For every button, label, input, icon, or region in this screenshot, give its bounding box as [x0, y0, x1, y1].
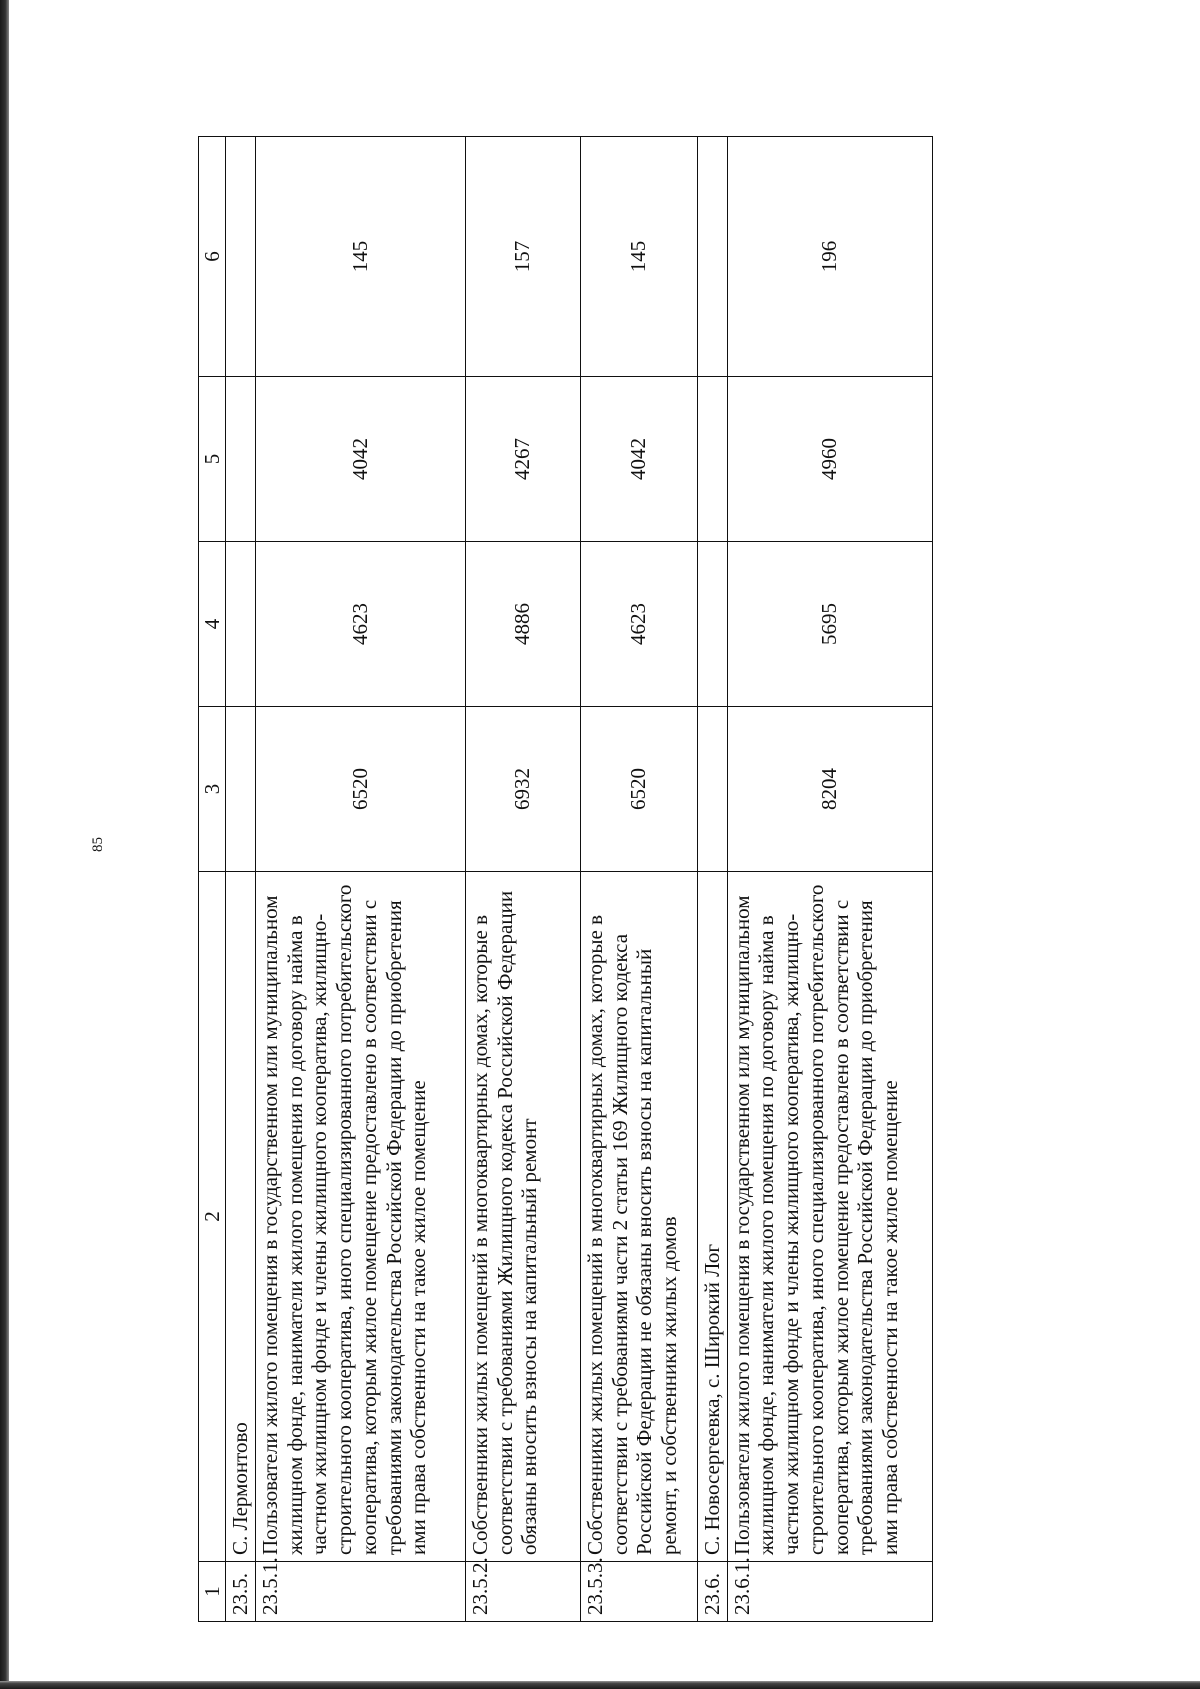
value-col3: [226, 707, 256, 872]
value-col4: 5695: [727, 542, 932, 707]
value-col3: 8204: [727, 707, 932, 872]
value-col6: 157: [465, 137, 580, 377]
value-col5: 4042: [255, 377, 465, 542]
page-number: 85: [90, 837, 106, 852]
row-code: 23.5.2.: [465, 1562, 580, 1622]
table-header-row: [199, 137, 226, 1622]
value-col6: [697, 137, 727, 377]
value-col5: [226, 377, 256, 542]
tariff-table: [198, 136, 933, 1622]
rotated-table-container: [198, 137, 1160, 1622]
column-header: 6: [199, 137, 226, 377]
row-code: 23.5.3.: [580, 1562, 697, 1622]
value-col6: 196: [727, 137, 932, 377]
value-col4: 4623: [580, 542, 697, 707]
table-row: [255, 137, 465, 1622]
table-section-row: [697, 137, 727, 1622]
value-col4: 4623: [255, 542, 465, 707]
row-description: С. Новосергеевка, с. Широкий Лог: [697, 872, 727, 1562]
value-col3: [697, 707, 727, 872]
row-code: 23.5.1.: [255, 1562, 465, 1622]
value-col6: [226, 137, 256, 377]
row-description: С. Лермонтово: [226, 872, 256, 1562]
row-code: 23.5.: [226, 1562, 256, 1622]
value-col3: 6520: [580, 707, 697, 872]
row-code: 23.6.1.: [727, 1562, 932, 1622]
value-col4: 4886: [465, 542, 580, 707]
column-header: 4: [199, 542, 226, 707]
value-col5: 4042: [580, 377, 697, 542]
row-description: Пользователи жилого помещения в государственном или муниципальном жилищном фонде, наниматели жилого помещения по договору найма в частном жилищном фонде и члены жилищного кооператива, жилищно-строительного кооператива, иного специализированного потребительского кооператива, которым жилое помещение предоставлено в соответствии с требованиями законодательства Российской Федерации до приобретения ими права собственности на такое жилое помещение: [727, 872, 932, 1562]
value-col6: 145: [255, 137, 465, 377]
value-col5: [697, 377, 727, 542]
value-col3: 6932: [465, 707, 580, 872]
table-row: [465, 137, 580, 1622]
row-code: 23.6.: [697, 1562, 727, 1622]
scan-edge-bottom: [0, 1681, 1200, 1689]
value-col5: 4267: [465, 377, 580, 542]
row-description: Собственники жилых помещений в многоквартирных домах, которые в соответствии с требованиями Жилищного кодекса Российской Федерации обязаны вносить взносы на капитальный ремонт: [465, 872, 580, 1562]
row-description: Пользователи жилого помещения в государственном или муниципальном жилищном фонде, наниматели жилого помещения по договору найма в частном жилищном фонде и члены жилищного кооператива, жилищно-строительного кооператива, иного специализированного потребительского кооператива, которым жилое помещение предоставлено в соответствии с требованиями законодательства Российской Федерации до приобретения ими права собственности на такое жилое помещение: [255, 872, 465, 1562]
scan-edge-left: [0, 0, 9, 1689]
column-header: 5: [199, 377, 226, 542]
value-col4: [697, 542, 727, 707]
value-col5: 4960: [727, 377, 932, 542]
row-description: Собственники жилых помещений в многоквартирных домах, которые в соответствии с требованиями части 2 статьи 169 Жилищного кодекса Российской Федерации не обязаны вносить взносы на капитальный ремонт, и собственники жилых домов: [580, 872, 697, 1562]
table-row: [580, 137, 697, 1622]
column-header: 1: [199, 1562, 226, 1622]
table-row: [727, 137, 932, 1622]
column-header: 3: [199, 707, 226, 872]
value-col4: [226, 542, 256, 707]
value-col3: 6520: [255, 707, 465, 872]
column-header: 2: [199, 872, 226, 1562]
value-col6: 145: [580, 137, 697, 377]
table-section-row: [226, 137, 256, 1622]
